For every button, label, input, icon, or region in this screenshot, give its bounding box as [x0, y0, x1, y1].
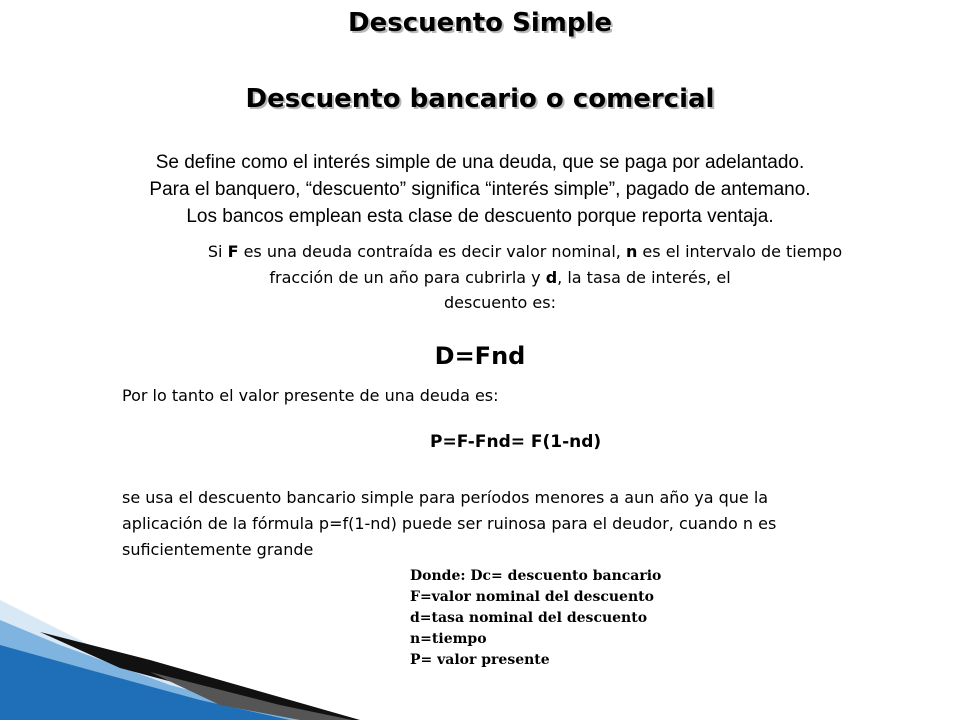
definition-text: Si [207, 242, 228, 261]
slide-title: Descuento Simple [348, 8, 612, 38]
legend-item-p: P= valor presente [410, 652, 550, 668]
definition-text: es el intervalo de tiempo [637, 242, 843, 261]
formula-present-value: P=F-Fnd= F(1-nd) [430, 432, 602, 452]
legend-item-d: d=tasa nominal del descuento [410, 610, 648, 626]
intro-line-3: Los bancos emplean esta clase de descuento porque reporta ventaja. [186, 206, 774, 227]
definition-line-3: descuento es: [444, 293, 556, 312]
definition-text: fracción de un año para cubrirla y [269, 268, 546, 287]
slide-subtitle: Descuento bancario o comercial [245, 84, 715, 114]
definition-line-1 [60, 239, 960, 265]
present-value-text: Por lo tanto el valor presente de una deuda es: [122, 386, 499, 405]
intro-line-1: Se define como el interés simple de una deuda, que se paga por adelantado. [155, 152, 805, 173]
definition-line-2 [40, 265, 960, 291]
definition-text: , la tasa de interés, el [557, 268, 731, 287]
usage-line-1: se usa el descuento bancario simple para períodos menores a aun año ya que la [122, 488, 769, 507]
variable-d: d [545, 268, 558, 287]
legend-item-n: n=tiempo [410, 631, 487, 647]
usage-line-2: aplicación de la fórmula p=f(1-nd) puede ser ruinosa para el deudor, cuando n es [122, 514, 777, 533]
legend-item-f: F=valor nominal del descuento [410, 589, 654, 605]
intro-line-2: Para el banquero, “descuento” significa “interés simple”, pagado de antemano. [149, 179, 811, 200]
legend-item-dc: Donde: Dc= descuento bancario [410, 568, 662, 584]
corner-swoosh-decoration [0, 560, 420, 720]
formula-discount: D=Fnd [434, 342, 526, 370]
variable-legend [410, 566, 661, 671]
definition-text: es una deuda contraída es decir valor nominal, [238, 242, 626, 261]
variable-n: n [625, 242, 638, 261]
usage-line-3: suficientemente grande [122, 540, 314, 559]
variable-f: F [227, 242, 239, 261]
